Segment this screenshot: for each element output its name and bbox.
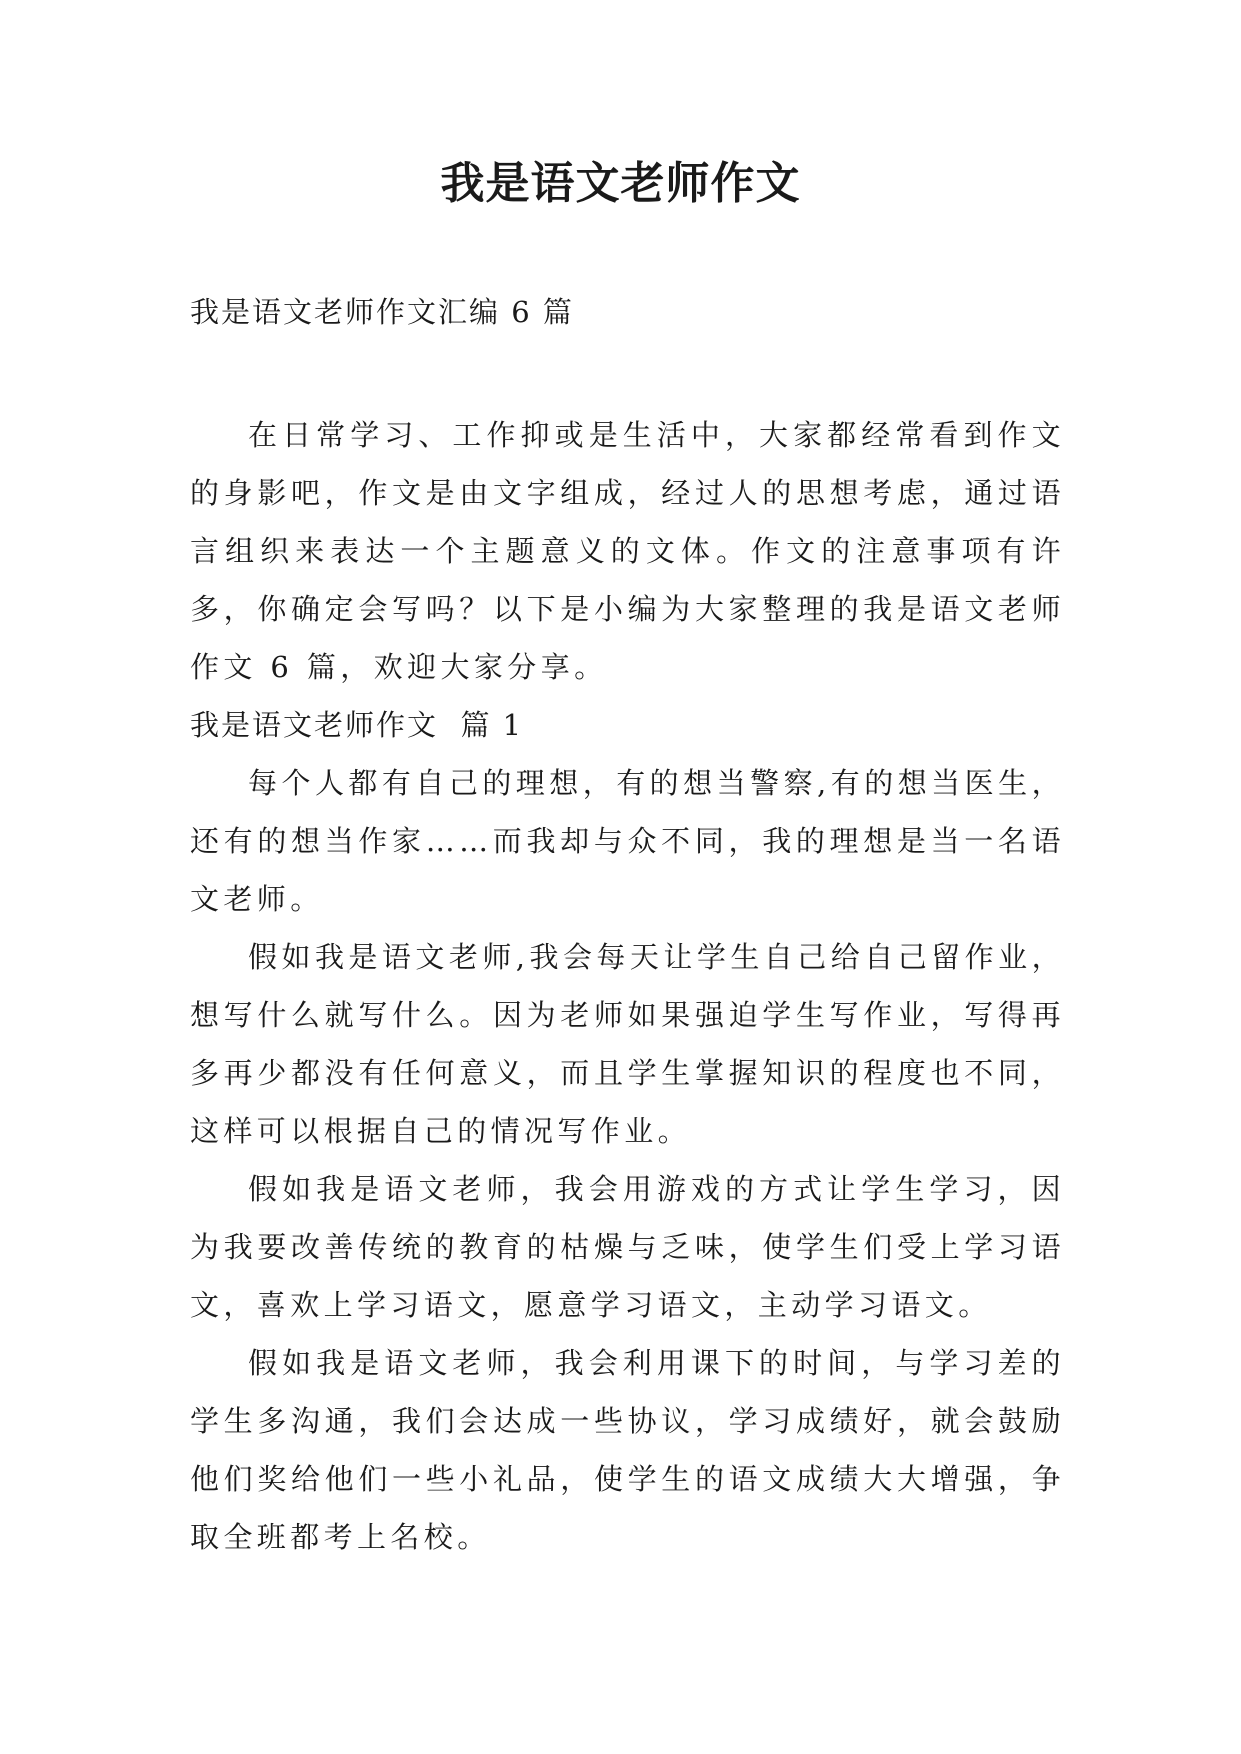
section-heading-title: 我是语文老师作文 — [190, 708, 439, 742]
document-title: 我是语文老师作文 — [440, 158, 801, 209]
intro-paragraph: 在日常学习、工作抑或是生活中，大家都经常看到作文的身影吧，作文是由文字组成，经过人的思想考虑，通过语言组织来表达一个主题意义的文体。作文的注意事项有许多，你确定会写吗？以下是小编为大家整理的我是语文老师作文 6 篇，欢迎大家分享。 — [190, 418, 1065, 684]
body-paragraph: 假如我是语文老师，我会用游戏的方式让学生学习，因为我要改善传统的教育的枯燥与乏味，使学生们受上学习语文，喜欢上学习语文，愿意学习语文，主动学习语文。 — [190, 1172, 1065, 1322]
body-paragraph: 每个人都有自己的理想，有的想当警察,有的想当医生，还有的想当作家……而我却与众不同，我的理想是当一名语文老师。 — [190, 766, 1065, 916]
document-subtitle: 我是语文老师作文汇编 6 篇 — [190, 295, 574, 329]
body-paragraph: 假如我是语文老师，我会利用课下的时间，与学习差的学生多沟通，我们会达成一些协议，学习成绩好，就会鼓励他们奖给他们一些小礼品，使学生的语文成绩大大增强，争取全班都考上名校。 — [190, 1346, 1065, 1554]
document-body — [190, 406, 1065, 1566]
body-paragraph: 假如我是语文老师,我会每天让学生自己给自己留作业，想写什么就写什么。因为老师如果强迫学生写作业，写得再多再少都没有任何意义，而且学生掌握知识的程度也不同，这样可以根据自己的情况写作业。 — [190, 940, 1065, 1148]
section-heading — [190, 696, 1065, 754]
section-heading-part: 篇 1 — [460, 708, 524, 742]
